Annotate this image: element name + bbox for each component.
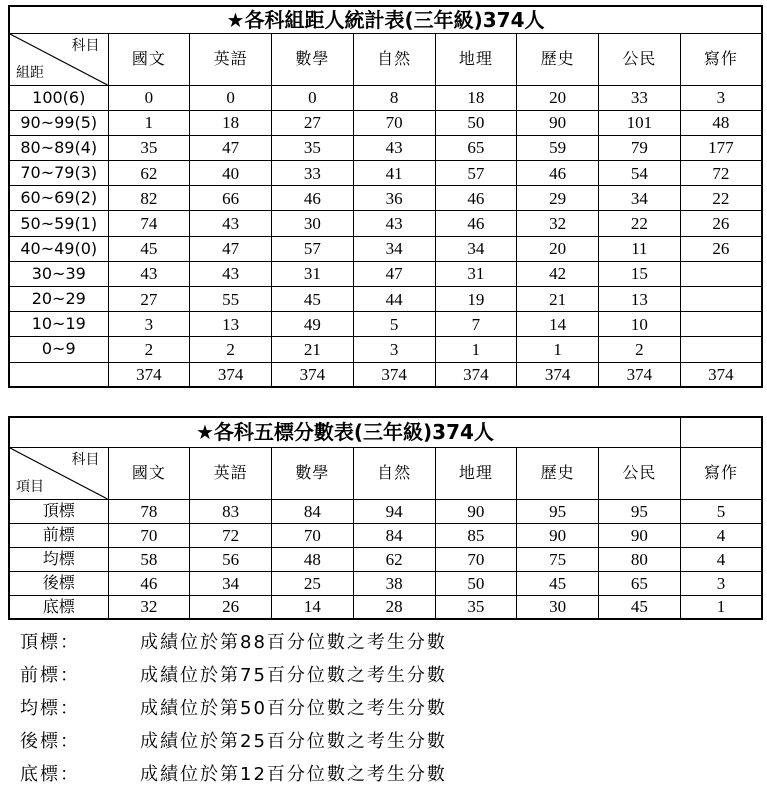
value-cell: 33 (599, 85, 681, 110)
value-cell: 2 (599, 337, 681, 362)
value-cell: 45 (272, 287, 354, 312)
value-cell: 72 (190, 523, 272, 547)
value-cell: 4 (680, 547, 762, 571)
value-cell: 46 (435, 211, 517, 236)
subject-header: 寫作 (680, 447, 762, 499)
value-cell: 79 (599, 135, 681, 160)
value-cell: 50 (435, 110, 517, 135)
subject-header: 地理 (435, 447, 517, 499)
value-cell: 72 (680, 161, 762, 186)
value-cell: 70 (272, 523, 354, 547)
value-cell: 82 (108, 186, 190, 211)
value-cell: 27 (272, 110, 354, 135)
value-cell: 47 (190, 135, 272, 160)
value-cell: 19 (435, 287, 517, 312)
value-cell: 85 (435, 523, 517, 547)
value-cell: 55 (190, 287, 272, 312)
value-cell: 13 (599, 287, 681, 312)
row-label: 90~99(5) (9, 110, 108, 135)
value-cell: 7 (435, 312, 517, 337)
value-cell: 3 (353, 337, 435, 362)
standard-table-title: ★各科五標分數表(三年級)374人 (9, 417, 680, 447)
distribution-row (9, 135, 762, 160)
value-cell: 101 (599, 110, 681, 135)
value-cell: 46 (517, 161, 599, 186)
value-cell: 20 (517, 85, 599, 110)
definition-term: 後標： (20, 730, 80, 752)
row-label: 100(6) (9, 85, 108, 110)
total-cell: 374 (108, 362, 190, 387)
value-cell: 2 (108, 337, 190, 362)
value-cell: 46 (108, 571, 190, 595)
value-cell: 70 (108, 523, 190, 547)
row-label: 80~89(4) (9, 135, 108, 160)
value-cell: 3 (680, 85, 762, 110)
value-cell: 11 (599, 236, 681, 261)
definition-line (20, 723, 760, 756)
definition-term: 頂標： (20, 631, 80, 653)
value-cell: 34 (190, 571, 272, 595)
value-cell: 34 (599, 186, 681, 211)
value-cell: 46 (272, 186, 354, 211)
subject-header: 英語 (190, 33, 272, 85)
value-cell: 35 (435, 595, 517, 619)
value-cell: 32 (108, 595, 190, 619)
value-cell: 3 (108, 312, 190, 337)
value-cell: 27 (108, 287, 190, 312)
value-cell: 43 (108, 261, 190, 286)
value-cell: 36 (353, 186, 435, 211)
value-cell: 43 (353, 135, 435, 160)
distribution-row (9, 161, 762, 186)
subject-header: 公民 (599, 447, 681, 499)
value-cell: 95 (517, 499, 599, 523)
value-cell: 45 (517, 571, 599, 595)
standard-row (9, 595, 762, 619)
value-cell: 21 (272, 337, 354, 362)
distribution-row (9, 211, 762, 236)
value-cell: 45 (108, 236, 190, 261)
corner-item-label: 項目 (16, 478, 44, 495)
row-label: 50~59(1) (9, 211, 108, 236)
row-label: 均標 (9, 547, 108, 571)
value-cell: 4 (680, 523, 762, 547)
value-cell: 34 (353, 236, 435, 261)
distribution-total-row (9, 362, 762, 387)
subject-header: 國文 (108, 33, 190, 85)
definition-text: 成績位於第25百分位數之考生分數 (140, 730, 447, 752)
value-cell: 80 (599, 547, 681, 571)
subject-header: 寫作 (680, 33, 762, 85)
row-label: 底標 (9, 595, 108, 619)
distribution-table (8, 5, 763, 388)
value-cell: 30 (272, 211, 354, 236)
row-label: 40~49(0) (9, 236, 108, 261)
value-cell (680, 261, 762, 286)
total-cell: 374 (435, 362, 517, 387)
total-cell: 374 (190, 362, 272, 387)
value-cell: 22 (599, 211, 681, 236)
value-cell (680, 312, 762, 337)
title-blank-cell (680, 417, 762, 447)
distribution-row (9, 110, 762, 135)
subject-header: 歷史 (517, 33, 599, 85)
value-cell: 1 (435, 337, 517, 362)
row-label: 前標 (9, 523, 108, 547)
subject-header: 國文 (108, 447, 190, 499)
standard-row (9, 571, 762, 595)
value-cell: 62 (108, 161, 190, 186)
value-cell: 47 (190, 236, 272, 261)
distribution-row (9, 261, 762, 286)
value-cell: 83 (190, 499, 272, 523)
distribution-corner-cell (9, 33, 108, 85)
standard-definitions (20, 624, 760, 789)
value-cell: 50 (435, 571, 517, 595)
value-cell: 58 (108, 547, 190, 571)
definition-term: 前標： (20, 664, 80, 686)
total-cell: 374 (517, 362, 599, 387)
value-cell: 78 (108, 499, 190, 523)
row-label: 頂標 (9, 499, 108, 523)
row-label: 70~79(3) (9, 161, 108, 186)
row-label: 20~29 (9, 287, 108, 312)
value-cell: 90 (517, 110, 599, 135)
standard-score-table (8, 416, 763, 620)
value-cell: 35 (108, 135, 190, 160)
value-cell: 62 (353, 547, 435, 571)
value-cell: 3 (680, 571, 762, 595)
value-cell: 57 (435, 161, 517, 186)
subject-header: 地理 (435, 33, 517, 85)
value-cell: 84 (353, 523, 435, 547)
distribution-table-title: ★各科組距人統計表(三年級)374人 (9, 6, 762, 33)
value-cell: 57 (272, 236, 354, 261)
value-cell: 13 (190, 312, 272, 337)
value-cell: 25 (272, 571, 354, 595)
subject-header: 自然 (353, 33, 435, 85)
value-cell: 43 (190, 211, 272, 236)
value-cell: 34 (435, 236, 517, 261)
value-cell: 18 (435, 85, 517, 110)
row-label: 60~69(2) (9, 186, 108, 211)
definition-text: 成績位於第88百分位數之考生分數 (140, 631, 447, 653)
definition-line (20, 690, 760, 723)
value-cell: 47 (353, 261, 435, 286)
value-cell: 90 (435, 499, 517, 523)
value-cell: 20 (517, 236, 599, 261)
standard-row (9, 547, 762, 571)
standard-row (9, 523, 762, 547)
value-cell: 22 (680, 186, 762, 211)
definition-term: 底標： (20, 763, 80, 785)
value-cell: 48 (680, 110, 762, 135)
value-cell: 49 (272, 312, 354, 337)
value-cell: 26 (190, 595, 272, 619)
value-cell: 40 (190, 161, 272, 186)
subject-header: 數學 (272, 447, 354, 499)
value-cell: 43 (190, 261, 272, 286)
value-cell: 48 (272, 547, 354, 571)
value-cell: 10 (599, 312, 681, 337)
distribution-row (9, 337, 762, 362)
value-cell: 33 (272, 161, 354, 186)
value-cell: 29 (517, 186, 599, 211)
total-cell: 374 (353, 362, 435, 387)
value-cell: 2 (190, 337, 272, 362)
value-cell: 18 (190, 110, 272, 135)
value-cell: 65 (599, 571, 681, 595)
value-cell: 1 (108, 110, 190, 135)
total-label-cell (9, 362, 108, 387)
value-cell: 46 (435, 186, 517, 211)
value-cell: 21 (517, 287, 599, 312)
value-cell: 14 (272, 595, 354, 619)
value-cell: 70 (435, 547, 517, 571)
value-cell: 5 (353, 312, 435, 337)
value-cell: 38 (353, 571, 435, 595)
row-label: 後標 (9, 571, 108, 595)
row-label: 0~9 (9, 337, 108, 362)
definition-text: 成績位於第75百分位數之考生分數 (140, 664, 447, 686)
value-cell: 0 (108, 85, 190, 110)
value-cell: 177 (680, 135, 762, 160)
value-cell: 26 (680, 211, 762, 236)
value-cell: 28 (353, 595, 435, 619)
subject-header: 公民 (599, 33, 681, 85)
total-cell: 374 (599, 362, 681, 387)
corner-subject-label: 科目 (71, 37, 100, 54)
value-cell: 5 (680, 499, 762, 523)
value-cell: 59 (517, 135, 599, 160)
value-cell: 35 (272, 135, 354, 160)
value-cell: 66 (190, 186, 272, 211)
distribution-header-row (9, 33, 762, 85)
value-cell: 95 (599, 499, 681, 523)
distribution-row (9, 85, 762, 110)
distribution-row (9, 186, 762, 211)
value-cell: 0 (272, 85, 354, 110)
value-cell: 54 (599, 161, 681, 186)
value-cell: 70 (353, 110, 435, 135)
definition-text: 成績位於第12百分位數之考生分數 (140, 763, 447, 785)
subject-header: 英語 (190, 447, 272, 499)
total-cell: 374 (680, 362, 762, 387)
standard-corner-cell (9, 447, 108, 499)
value-cell: 0 (190, 85, 272, 110)
value-cell: 90 (517, 523, 599, 547)
value-cell: 41 (353, 161, 435, 186)
definition-term: 均標： (20, 697, 80, 719)
definition-line (20, 657, 760, 690)
value-cell: 32 (517, 211, 599, 236)
value-cell: 75 (517, 547, 599, 571)
value-cell (680, 337, 762, 362)
value-cell: 42 (517, 261, 599, 286)
corner-range-label: 組距 (16, 64, 44, 81)
value-cell: 56 (190, 547, 272, 571)
subject-header: 歷史 (517, 447, 599, 499)
value-cell: 26 (680, 236, 762, 261)
definition-line (20, 756, 760, 789)
value-cell: 43 (353, 211, 435, 236)
definition-text: 成績位於第50百分位數之考生分數 (140, 697, 447, 719)
definition-line (20, 624, 760, 657)
value-cell: 14 (517, 312, 599, 337)
value-cell: 90 (599, 523, 681, 547)
value-cell: 65 (435, 135, 517, 160)
value-cell: 84 (272, 499, 354, 523)
standard-header-row (9, 447, 762, 499)
value-cell: 94 (353, 499, 435, 523)
value-cell: 1 (517, 337, 599, 362)
value-cell: 44 (353, 287, 435, 312)
value-cell (680, 287, 762, 312)
subject-header: 數學 (272, 33, 354, 85)
value-cell: 74 (108, 211, 190, 236)
value-cell: 8 (353, 85, 435, 110)
total-cell: 374 (272, 362, 354, 387)
distribution-row (9, 287, 762, 312)
row-label: 30~39 (9, 261, 108, 286)
value-cell: 45 (599, 595, 681, 619)
distribution-row (9, 236, 762, 261)
subject-header: 自然 (353, 447, 435, 499)
value-cell: 15 (599, 261, 681, 286)
distribution-row (9, 312, 762, 337)
value-cell: 1 (680, 595, 762, 619)
value-cell: 30 (517, 595, 599, 619)
value-cell: 31 (272, 261, 354, 286)
corner-subject-label: 科目 (71, 451, 100, 468)
standard-row (9, 499, 762, 523)
value-cell: 31 (435, 261, 517, 286)
row-label: 10~19 (9, 312, 108, 337)
